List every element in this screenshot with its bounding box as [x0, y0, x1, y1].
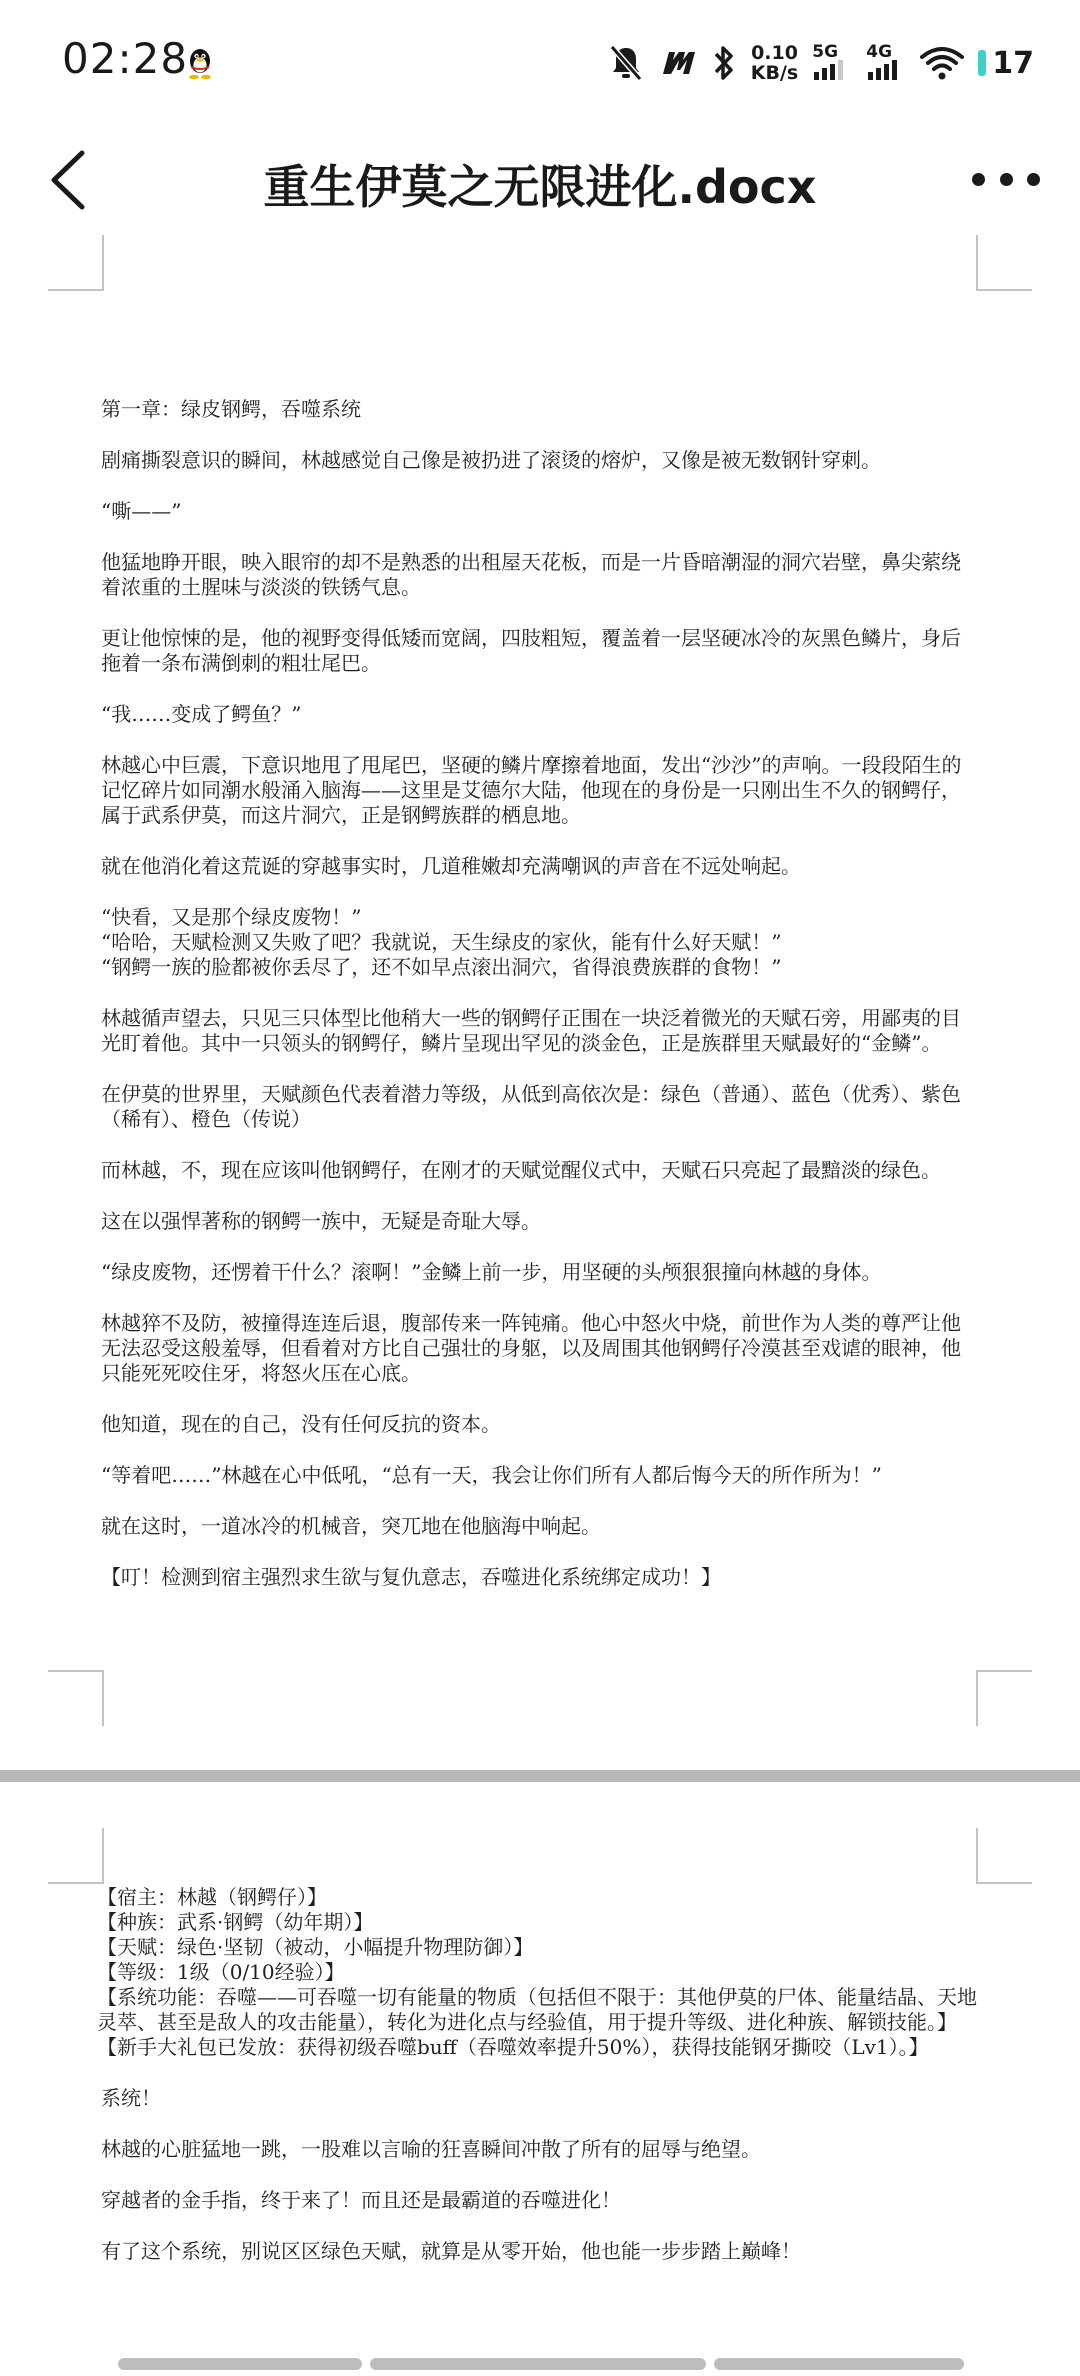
mute-bell-icon: [609, 44, 643, 82]
paragraph: 林越循声望去，只见三只体型比他稍大一些的钢鳄仔正围在一块泛着微光的天赋石旁，用鄙夷的目光盯着他。其中一只领头的钢鳄仔，鳞片呈现出罕见的淡金色，正是族群里天赋最好的“金鳞”。: [101, 1006, 961, 1055]
paragraph: 就在这时，一道冰冷的机械音，突兀地在他脑海中响起。: [101, 1514, 601, 1538]
page-1-text: [101, 397, 979, 1616]
page-2-text: [97, 1885, 979, 2290]
status-time: 02:28: [62, 34, 189, 83]
network-speed: 0.10 KB/s: [750, 42, 799, 84]
page-margin-corner: [976, 235, 1032, 291]
paragraph: “钢鳄一族的脸都被你丢尽了，还不如早点滚出洞穴，省得浪费族群的食物！”: [101, 955, 782, 979]
status-bar: [0, 0, 1080, 125]
paragraph: “绿皮废物，还愣着干什么？滚啊！”金鳞上前一步，用坚硬的头颅狠狠撞向林越的身体。: [101, 1260, 882, 1284]
paragraph: 更让他惊悚的是，他的视野变得低矮而宽阔，四肢粗短，覆盖着一层坚硬冰冷的灰黑色鳞片，身后拖着一条布满倒刺的粗壮尾巴。: [101, 626, 961, 675]
chapter-heading: 第一章：绿皮钢鳄，吞噬系统: [101, 397, 361, 421]
page-scroll-indicator[interactable]: [118, 2358, 964, 2370]
paragraph: 在伊莫的世界里，天赋颜色代表着潜力等级，从低到高依次是：绿色（普通）、蓝色（优秀）、紫色（稀有）、橙色（传说）: [101, 1082, 961, 1131]
battery-icon: [978, 50, 986, 76]
system-line: 【等级：1级（0/10经验）】: [97, 1960, 345, 1984]
paragraph: 系统！: [101, 2086, 161, 2110]
system-line: 【天赋：绿色·坚韧（被动，小幅提升物理防御）】: [97, 1935, 534, 1959]
system-message: 【叮！检测到宿主强烈求生欲与复仇意志，吞噬进化系统绑定成功！】: [101, 1565, 721, 1589]
system-line: 【新手大礼包已发放：获得初级吞噬buff（吞噬效率提升50%），获得技能钢牙撕咬（Lv1）。】: [97, 2035, 929, 2059]
paragraph: 他知道，现在的自己，没有任何反抗的资本。: [101, 1412, 501, 1436]
page-margin-corner: [48, 1828, 104, 1884]
signal-4g-icon: 4G: [866, 44, 906, 82]
document-page-2[interactable]: [0, 1782, 1080, 2376]
paragraph: 林越的心脏猛地一跳，一股难以言喻的狂喜瞬间冲散了所有的屈辱与绝望。: [101, 2137, 761, 2161]
more-options-icon[interactable]: [972, 159, 1040, 199]
paragraph: 他猛地睁开眼，映入眼帘的却不是熟悉的出租屋天花板，而是一片昏暗潮湿的洞穴岩壁，鼻尖萦绕着浓重的土腥味与淡淡的铁锈气息。: [101, 550, 961, 599]
wifi-icon: [920, 45, 964, 81]
paragraph: 剧痛撕裂意识的瞬间，林越感觉自己像是被扔进了滚烫的熔炉，又像是被无数钢针穿刺。: [101, 448, 881, 472]
paragraph: “快看，又是那个绿皮废物！”: [101, 905, 362, 929]
nfc-m-icon: [657, 48, 697, 78]
document-title: 重生伊莫之无限进化.docx: [263, 160, 817, 214]
paragraph: 林越心中巨震，下意识地甩了甩尾巴，坚硬的鳞片摩擦着地面，发出“沙沙”的声响。一段段陌生的记忆碎片如同潮水般涌入脑海——这里是艾德尔大陆，他现在的身份是一只刚出生不久的钢鳄仔，属于武系伊莫，而这片洞穴，正是钢鳄族群的栖息地。: [101, 753, 962, 827]
paragraph: 而林越，不，现在应该叫他钢鳄仔，在刚才的天赋觉醒仪式中，天赋石只亮起了最黯淡的绿色。: [101, 1158, 941, 1182]
paragraph: 就在他消化着这荒诞的穿越事实时，几道稚嫩却充满嘲讽的声音在不远处响起。: [101, 854, 801, 878]
system-line: 【宿主：林越（钢鳄仔）】: [97, 1885, 327, 1909]
bluetooth-icon: [711, 44, 737, 82]
system-status-list: [97, 1885, 979, 2060]
paragraph: “我……变成了鳄鱼？”: [101, 702, 302, 726]
page-separator: [0, 1770, 1080, 1782]
document-page-1[interactable]: [0, 235, 1080, 1770]
battery-indicator: 17: [978, 46, 1034, 81]
status-icons: [609, 38, 1034, 88]
app-header: [0, 125, 1080, 235]
paragraph: 这在以强悍著称的钢鳄一族中，无疑是奇耻大辱。: [101, 1209, 541, 1233]
system-line: 【系统功能：吞噬——可吞噬一切有能量的物质（包括但不限于：其他伊莫的尸体、能量结晶、天地灵萃、甚至是敌人的攻击能量），转化为进化点与经验值，用于提升等级、进化种族、解锁技能。】: [97, 1985, 977, 2034]
paragraph: 林越猝不及防，被撞得连连后退，腹部传来一阵钝痛。他心中怒火中烧，前世作为人类的尊严让他无法忍受这般羞辱，但看着对方比自己强壮的身躯，以及周围其他钢鳄仔冷漠甚至戏谑的眼神，他只能死死咬住牙，将怒火压在心底。: [101, 1311, 961, 1385]
qq-penguin-icon: [186, 46, 214, 80]
page-margin-corner: [976, 1828, 1032, 1884]
page-margin-corner: [976, 1670, 1032, 1726]
page-margin-corner: [48, 1670, 104, 1726]
signal-5g-icon: 5G: [812, 44, 852, 82]
paragraph: “哈哈，天赋检测又失败了吧？我就说，天生绿皮的家伙，能有什么好天赋！”: [101, 930, 782, 954]
paragraph: “等着吧……”林越在心中低吼，“总有一天，我会让你们所有人都后悔今天的所作所为！”: [101, 1463, 882, 1487]
paragraph: 穿越者的金手指，终于来了！而且还是最霸道的吞噬进化！: [101, 2188, 621, 2212]
system-line: 【种族：武系·钢鳄（幼年期）】: [97, 1910, 374, 1934]
page-margin-corner: [48, 235, 104, 291]
paragraph: “嘶——”: [101, 499, 182, 523]
paragraph: 有了这个系统，别说区区绿色天赋，就算是从零开始，他也能一步步踏上巅峰！: [101, 2239, 801, 2263]
